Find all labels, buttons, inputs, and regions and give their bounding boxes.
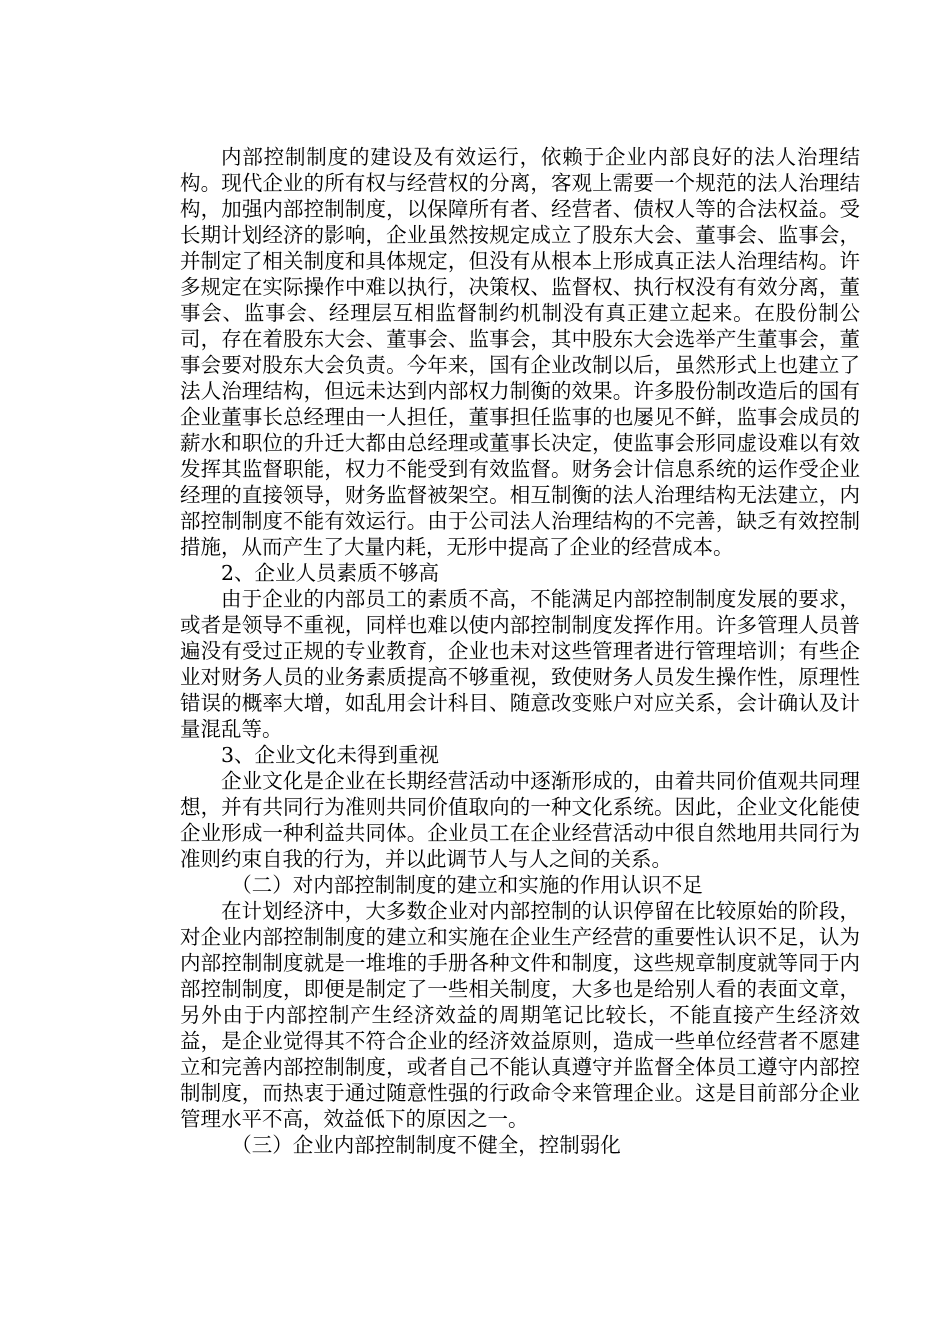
paragraph-corporate-governance: 内部控制制度的建设及有效运行，依赖于企业内部良好的法人治理结构。现代企业的所有权与经营权的分离，客观上需要一个规范的法人治理结构，加强内部控制制度，以保障所有者、经营者、债权人等的合法权益。受长期计划经济的影响，企业虽然按规定成立了股东大会、董事会、监事会，并制定了相关制度和具体规定，但没有从根本上形成真正法人治理结构。许多规定在实际操作中难以执行，决策权、监督权、执行权没有有效分离，董事会、监事会、经理层互相监督制约机制没有真正建立起来。在股份制公司，存在着股东大会、董事会、监事会，其中股东大会选举产生董事会，董事会要对股东大会负责。今年来，国有企业改制以后，虽然形式上也建立了法人治理结构，但远未达到内部权力制衡的效果。许多股份制改造后的国有企业董事长总经理由一人担任，董事担任监事的也屡见不鲜，监事会成员的薪水和职位的升迁大都由总经理或董事长决定，使监事会形同虚设难以有效发挥其监督职能，权力不能受到有效监督。财务会计信息系统的运作受企业经理的直接领导，财务监督被架空。相互制衡的法人治理结构无法建立，内部控制制度不能有效运行。由于公司法人治理结构的不完善，缺乏有效控制措施，从而产生了大量内耗，无形中提高了企业的经营成本。 xyxy=(180,145,860,559)
paragraph-corporate-culture: 企业文化是企业在长期经营活动中逐渐形成的，由着共同价值观共同理想，并有共同行为准则共同价值取向的一种文化系统。因此，企业文化能使企业形成一种利益共同体。企业员工在企业经营活动中很自然地用共同行为准则约束自我的行为，并以此调节人与人之间的关系。 xyxy=(180,769,860,871)
heading-staff-quality: 2、企业人员素质不够高 xyxy=(221,561,440,585)
heading-corporate-culture: 3、企业文化未得到重视 xyxy=(221,743,440,767)
paragraph-insufficient-awareness: 在计划经济中，大多数企业对内部控制的认识停留在比较原始的阶段，对企业内部控制制度的建立和实施在企业生产经营的重要性认识不足，认为内部控制制度就是一堆堆的手册各种文件和制度，这些规章制度就等同于内部控制制度，即便是制定了一些相关制度，大多也是给别人看的表面文章，另外由于内部控制产生经济效益的周期笔记比较长，不能直接产生经济效益，是企业觉得其不符合企业的经济效益原则，造成一些单位经营者不愿建立和完善内部控制制度，或者自己不能认真遵守并监督全体员工遵守内部控制制度，而热衷于通过随意性强的行政命令来管理企业。这是目前部分企业管理水平不高，效益低下的原因之一。 xyxy=(180,899,860,1131)
document-body xyxy=(180,144,860,1158)
paragraph-staff-quality: 由于企业的内部员工的素质不高，不能满足内部控制制度发展的要求，或者是领导不重视，同样也难以使内部控制制度发挥作用。许多管理人员普遍没有受过正规的专业教育，企业也未对这些管理者进行管理培训；有些企业对财务人员的业务素质提高不够重视，致使财务人员发生操作性，原理性错误的概率大增，如乱用会计科目、随意改变账户对应关系，会计确认及计量混乱等。 xyxy=(180,587,860,741)
heading-weak-controls: （三）企业内部控制制度不健全，控制弱化 xyxy=(231,1133,621,1157)
heading-insufficient-awareness: （二）对内部控制制度的建立和实施的作用认识不足 xyxy=(231,873,703,897)
